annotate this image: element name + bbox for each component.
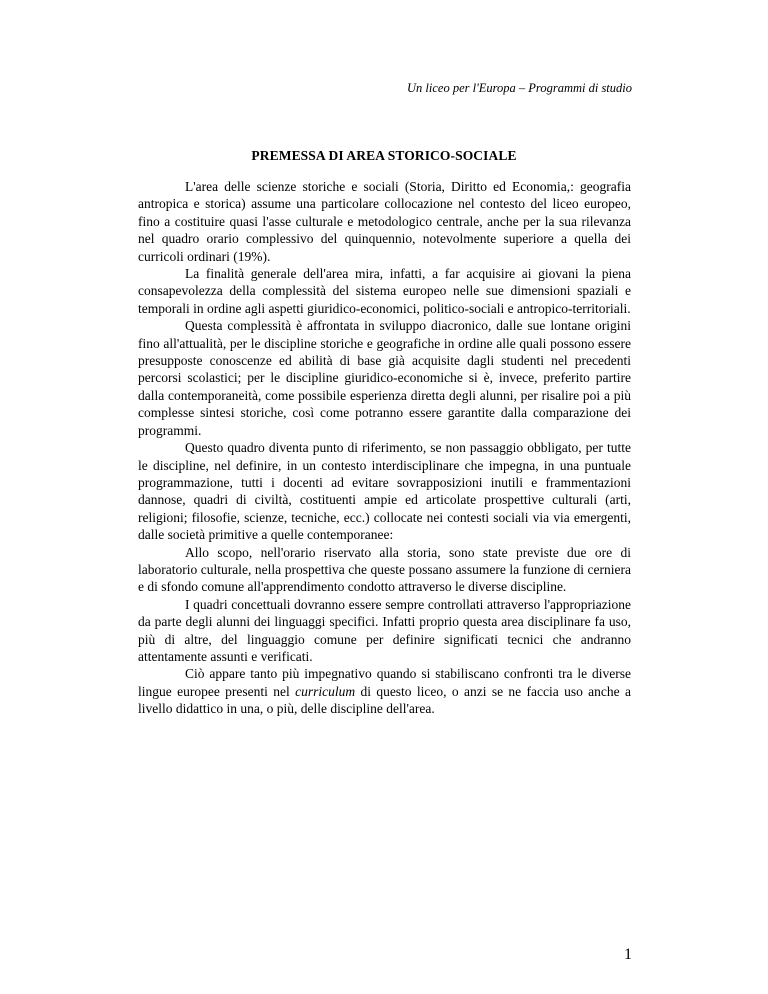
paragraph: Questa complessità è affrontata in sviluppo diacronico, dalle sue lontane origini fino all'attualità, per le discipline storiche e geografiche in ordine alle quali possono essere presupposte conoscenze ed abilità di base già acquisite dagli studenti nel precedenti percorsi scolastici; per le discipline giuridico-economiche si è, invece, preferito partire dalla contemporaneità, come possibile esperienza diretta degli alunni, per risalire poi a più complesse sintesi storiche, così come potranno essere garantite dalla comparazione dei programmi. <box>138 318 631 438</box>
text-run: Ciò appare tanto più impegnativo quando si stabiliscano confronti tra le diverse lingue europee presenti nel <box>138 666 631 699</box>
paragraph: La finalità generale dell'area mira, infatti, a far acquisire ai giovani la piena consapevolezza della complessità del sistema europeo nelle sue dimensioni spaziali e temporali in ordine agli aspetti giuridico-economici, politico-sociali e antropico-territoriali. <box>138 266 631 316</box>
paragraph: L'area delle scienze storiche e sociali (Storia, Diritto ed Economia,: geografia antropica e storica) assume una particolare collocazione nel contesto del liceo europeo, fino a costituire quasi l'asse culturale e metodologico centrale, anche per la sua rilevanza nel quadro orario complessivo del quinquennio, notevolmente superiore a quella dei curricoli ordinari (19%). <box>138 179 631 264</box>
running-header: Un liceo per l'Europa – Programmi di studio <box>407 81 632 95</box>
paragraph-last <box>138 665 631 717</box>
paragraph: Allo scopo, nell'orario riservato alla storia, sono state previste due ore di laboratorio culturale, nella prospettiva che queste possano assumere la funzione di cerniera e di sfondo comune all'apprendimento condotto attraverso le diverse discipline. <box>138 544 631 595</box>
section-title: PREMESSA DI AREA STORICO-SOCIALE <box>251 148 517 163</box>
paragraph: Questo quadro diventa punto di riferimento, se non passaggio obbligato, per tutte le discipline, nel definire, in un contesto interdisciplinare che impegna, in una puntuale programmazione, tutti i docenti ad evitare sovrapposizioni inutili e frammentazioni dannose, quadri di civiltà, costituenti ampie ed articolate prospettive culturali (arti, religioni; filosofie, scienze, tecniche, ecc.) collocate nei contesti sociali via via emergenti, dalle società primitive a quelle contemporanee: <box>138 440 631 543</box>
body-text <box>138 178 631 718</box>
page-number: 1 <box>624 946 632 963</box>
text-run: di questo liceo, o anzi se ne faccia uso anche a livello didattico in una, o più, delle discipline dell'area. <box>138 683 631 717</box>
paragraph: I quadri concettuali dovranno essere sempre controllati attraverso l'appropriazione da parte degli alunni dei linguaggi specifici. Infatti proprio questa area disciplinare fa uso, più di altre, del linguaggio comune per definire significati tecnici che andranno attentamente assunti e verificati. <box>138 596 631 664</box>
emphasized-term: curriculum <box>295 683 356 699</box>
